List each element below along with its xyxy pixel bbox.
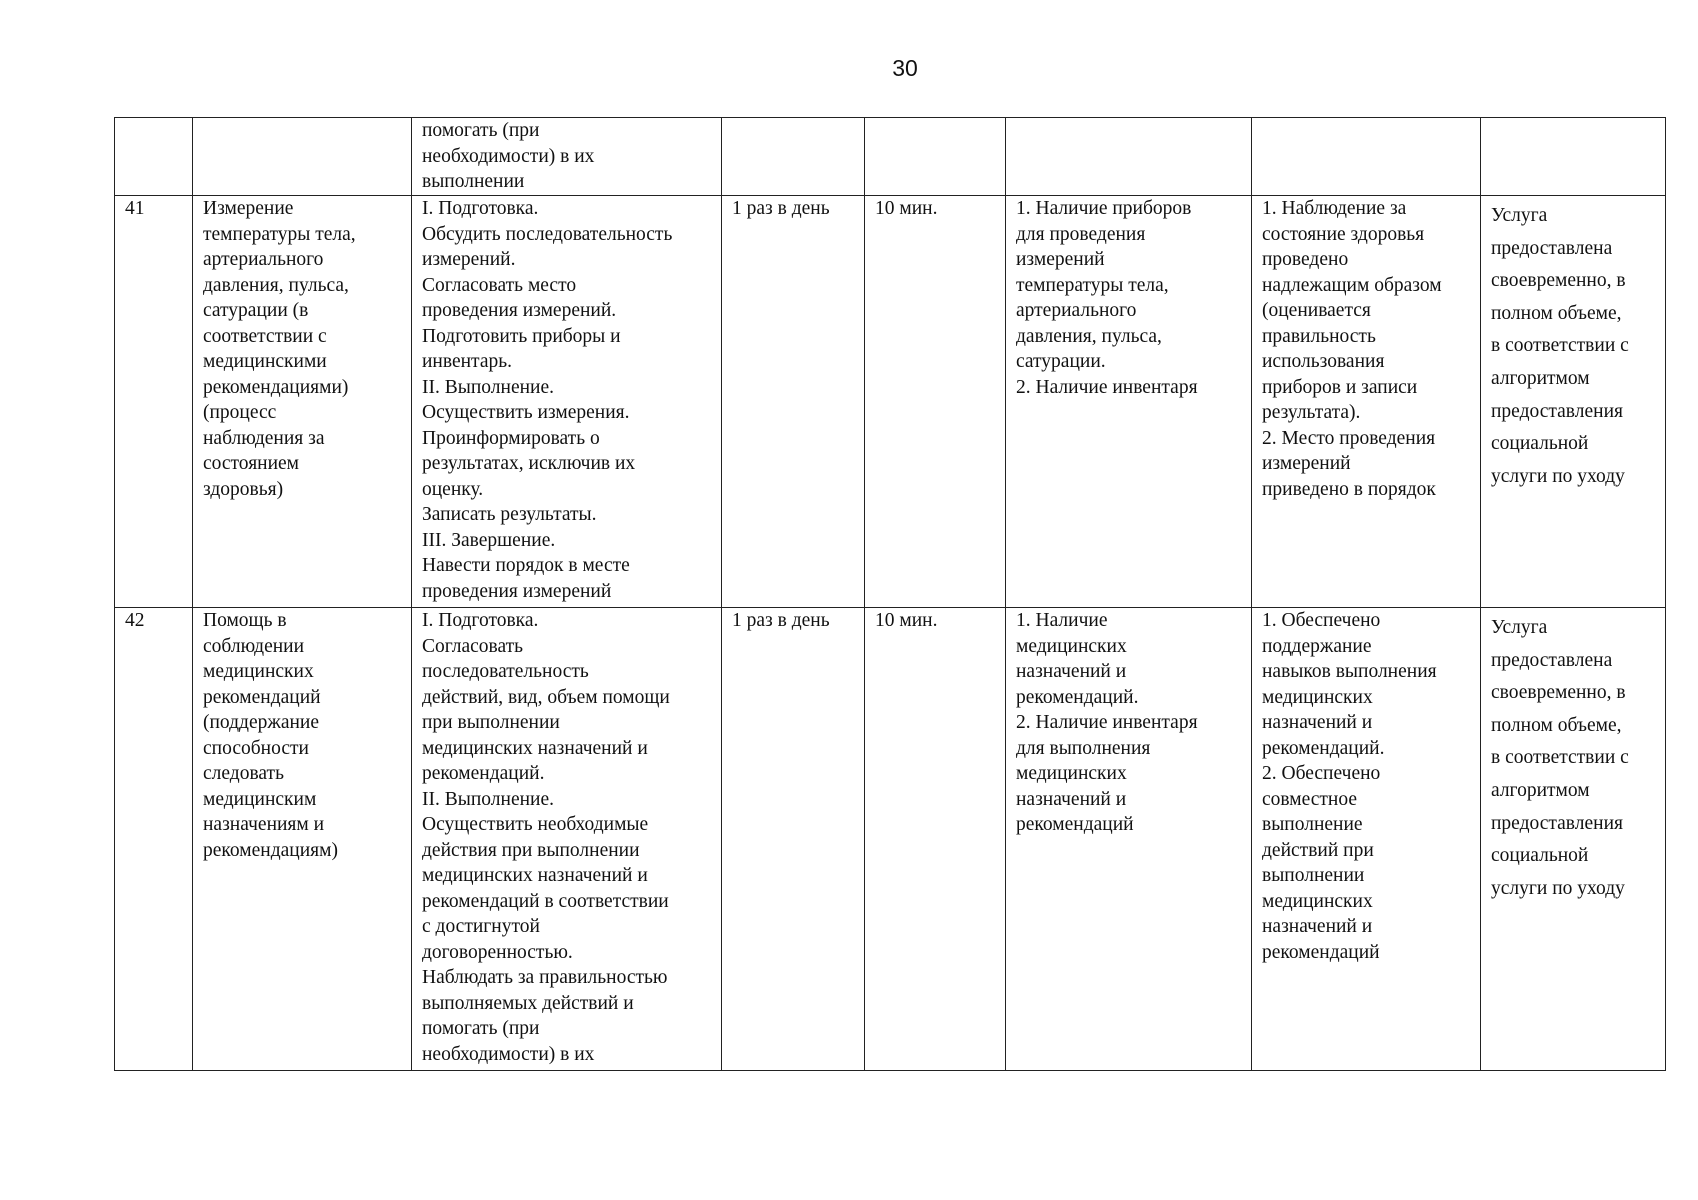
steps-line: I. Подготовка.: [422, 198, 539, 219]
services-table: [114, 117, 1666, 1071]
indicators-line: медицинских: [1262, 890, 1373, 912]
indicators-line: проведено: [1262, 249, 1349, 270]
steps-line: последовательность: [422, 661, 589, 682]
cell-duration: [865, 196, 1006, 608]
cell-periodicity: [722, 118, 865, 196]
steps-line: медицинских назначений и: [422, 737, 648, 759]
indicators-line: выполнении: [1262, 865, 1365, 886]
indicators-line: результата).: [1262, 402, 1361, 423]
name-line: рекомендациями): [203, 376, 349, 398]
cell-number: [115, 196, 193, 608]
indicators-line: приведено в порядок: [1262, 478, 1436, 500]
conditions-line: для проведения: [1016, 223, 1146, 245]
indicators-line: измерений: [1262, 453, 1351, 474]
cell-result: [1481, 118, 1666, 196]
steps-line: проведения измерений.: [422, 300, 617, 321]
row-number: 42: [125, 610, 145, 631]
result-line: Услуга: [1491, 617, 1548, 638]
steps-line: Обсудить последовательность: [422, 223, 673, 245]
duration-text: 10 мин.: [875, 610, 938, 631]
name-line: соблюдении: [203, 635, 305, 657]
steps-line: Согласовать: [422, 635, 524, 657]
cell-conditions: [1006, 608, 1252, 1071]
cell-duration: [865, 608, 1006, 1071]
conditions-line: температуры тела,: [1016, 274, 1169, 296]
name-line: наблюдения за: [203, 427, 325, 449]
indicators-line: рекомендаций.: [1262, 737, 1385, 759]
cell-conditions: [1006, 118, 1252, 196]
name-line: рекомендациям): [203, 839, 338, 861]
indicators-line: (оценивается: [1262, 300, 1371, 321]
steps-line: II. Выполнение.: [422, 376, 554, 398]
indicators-line: 1. Обеспечено: [1262, 610, 1381, 631]
steps-line: Записать результаты.: [422, 504, 597, 525]
name-line: следовать: [203, 763, 284, 784]
cell-number: [115, 608, 193, 1071]
result-line: в соответствии с: [1491, 747, 1629, 769]
steps-line: рекомендаций.: [422, 763, 545, 784]
cell-service-name: [193, 608, 412, 1071]
name-line: состоянием: [203, 453, 300, 474]
result-line: своевременно, в: [1491, 682, 1626, 704]
result-line: предоставления: [1491, 812, 1623, 834]
result-line: алгоритмом: [1491, 779, 1590, 801]
name-line: температуры тела,: [203, 223, 356, 245]
steps-line: Осуществить необходимые: [422, 814, 649, 835]
name-line: здоровья): [203, 478, 284, 500]
periodicity-text: 1 раз в день: [732, 610, 830, 631]
cell-periodicity: [722, 196, 865, 608]
conditions-line: медицинских: [1016, 763, 1127, 784]
cell-number: [115, 118, 193, 196]
steps-line: измерений.: [422, 249, 516, 270]
table-row: [115, 118, 1666, 196]
result-line: предоставлена: [1491, 649, 1613, 671]
name-line: медицинским: [203, 788, 317, 810]
steps-line: выполнении: [422, 171, 525, 192]
result-line: полном объеме,: [1491, 302, 1622, 324]
conditions-line: 2. Наличие инвентаря: [1016, 376, 1198, 398]
name-line: артериального: [203, 249, 324, 270]
duration-text: 10 мин.: [875, 198, 938, 219]
conditions-line: рекомендаций: [1016, 814, 1134, 835]
result-line: Услуга: [1491, 205, 1548, 226]
name-line: (процесс: [203, 402, 277, 423]
indicators-line: назначений и: [1262, 916, 1373, 937]
name-line: назначениям и: [203, 814, 325, 835]
steps-line: действия при выполнении: [422, 839, 640, 861]
name-line: давления, пульса,: [203, 274, 349, 296]
cell-indicators: [1252, 196, 1481, 608]
result-line: социальной: [1491, 433, 1589, 455]
steps-line: Навести порядок в месте: [422, 555, 630, 576]
steps-line: Наблюдать за правильностью: [422, 967, 668, 988]
steps-line: Проинформировать о: [422, 427, 600, 449]
row-number: 41: [125, 198, 145, 219]
steps-line: при выполнении: [422, 712, 560, 733]
conditions-line: артериального: [1016, 300, 1137, 321]
steps-line: медицинских назначений и: [422, 865, 648, 886]
result-line: своевременно, в: [1491, 270, 1626, 292]
name-line: способности: [203, 737, 309, 759]
result-line: предоставления: [1491, 400, 1623, 422]
conditions-line: назначений и: [1016, 788, 1127, 810]
steps-line: необходимости) в их: [422, 145, 595, 167]
result-line: услуги по уходу: [1491, 877, 1625, 899]
indicators-line: поддержание: [1262, 635, 1372, 657]
periodicity-text: 1 раз в день: [732, 198, 830, 219]
indicators-line: 1. Наблюдение за: [1262, 198, 1407, 219]
indicators-line: 2. Обеспечено: [1262, 763, 1381, 784]
cell-indicators: [1252, 608, 1481, 1071]
name-line: (поддержание: [203, 712, 320, 733]
steps-line: Согласовать место: [422, 274, 577, 296]
steps-line: проведения измерений: [422, 580, 612, 602]
indicators-line: действий при: [1262, 839, 1374, 861]
indicators-line: совместное: [1262, 788, 1358, 810]
name-line: соответствии с: [203, 325, 327, 347]
name-line: сатурации (в: [203, 300, 309, 321]
conditions-line: сатурации.: [1016, 351, 1106, 372]
steps-line: инвентарь.: [422, 351, 512, 372]
table-body: [115, 118, 1666, 1071]
steps-line: оценку.: [422, 478, 484, 500]
cell-result: [1481, 196, 1666, 608]
conditions-line: измерений: [1016, 249, 1105, 270]
cell-service-name: [193, 118, 412, 196]
page-number: 30: [892, 55, 918, 81]
steps-line: результатах, исключив их: [422, 453, 636, 474]
name-line: Измерение: [203, 198, 294, 219]
result-line: социальной: [1491, 845, 1589, 867]
steps-line: договоренностью.: [422, 941, 573, 963]
result-line: услуги по уходу: [1491, 465, 1625, 487]
steps-line: действий, вид, объем помощи: [422, 686, 670, 708]
steps-line: помогать (при: [422, 1018, 540, 1039]
result-line: алгоритмом: [1491, 367, 1590, 389]
indicators-line: назначений и: [1262, 712, 1373, 733]
table-row: [115, 196, 1666, 608]
name-line: Помощь в: [203, 610, 287, 631]
steps-line: II. Выполнение.: [422, 788, 554, 810]
cell-duration: [865, 118, 1006, 196]
table-row: [115, 608, 1666, 1071]
steps-line: Подготовить приборы и: [422, 325, 621, 347]
conditions-line: для выполнения: [1016, 737, 1151, 759]
indicators-line: использования: [1262, 351, 1385, 372]
steps-line: помогать (при: [422, 120, 540, 141]
steps-line: выполняемых действий и: [422, 992, 634, 1014]
conditions-line: 1. Наличие приборов: [1016, 198, 1192, 219]
conditions-line: давления, пульса,: [1016, 325, 1162, 347]
name-line: рекомендаций: [203, 686, 321, 708]
cell-conditions: [1006, 196, 1252, 608]
cell-steps: [412, 608, 722, 1071]
steps-line: Осуществить измерения.: [422, 402, 630, 423]
cell-result: [1481, 608, 1666, 1071]
steps-line: I. Подготовка.: [422, 610, 539, 631]
steps-line: необходимости) в их: [422, 1043, 595, 1065]
conditions-line: 1. Наличие: [1016, 610, 1108, 631]
name-line: медицинских: [203, 661, 314, 682]
indicators-line: правильность: [1262, 325, 1376, 347]
indicators-line: 2. Место проведения: [1262, 427, 1436, 449]
indicators-line: состояние здоровья: [1262, 223, 1425, 245]
result-line: предоставлена: [1491, 237, 1613, 259]
conditions-line: назначений и: [1016, 661, 1127, 682]
result-line: в соответствии с: [1491, 335, 1629, 357]
steps-line: III. Завершение.: [422, 529, 556, 551]
steps-line: рекомендаций в соответствии: [422, 890, 669, 912]
name-line: медицинскими: [203, 351, 327, 372]
indicators-line: приборов и записи: [1262, 376, 1418, 398]
conditions-line: 2. Наличие инвентаря: [1016, 712, 1198, 733]
cell-indicators: [1252, 118, 1481, 196]
cell-service-name: [193, 196, 412, 608]
indicators-line: рекомендаций: [1262, 941, 1380, 963]
indicators-line: медицинских: [1262, 686, 1373, 708]
conditions-line: рекомендаций.: [1016, 686, 1139, 708]
indicators-line: навыков выполнения: [1262, 661, 1437, 682]
result-line: полном объеме,: [1491, 714, 1622, 736]
cell-steps: [412, 118, 722, 196]
indicators-line: надлежащим образом: [1262, 274, 1442, 296]
steps-line: с достигнутой: [422, 916, 540, 937]
indicators-line: выполнение: [1262, 814, 1363, 835]
cell-periodicity: [722, 608, 865, 1071]
conditions-line: медицинских: [1016, 635, 1127, 657]
cell-steps: [412, 196, 722, 608]
